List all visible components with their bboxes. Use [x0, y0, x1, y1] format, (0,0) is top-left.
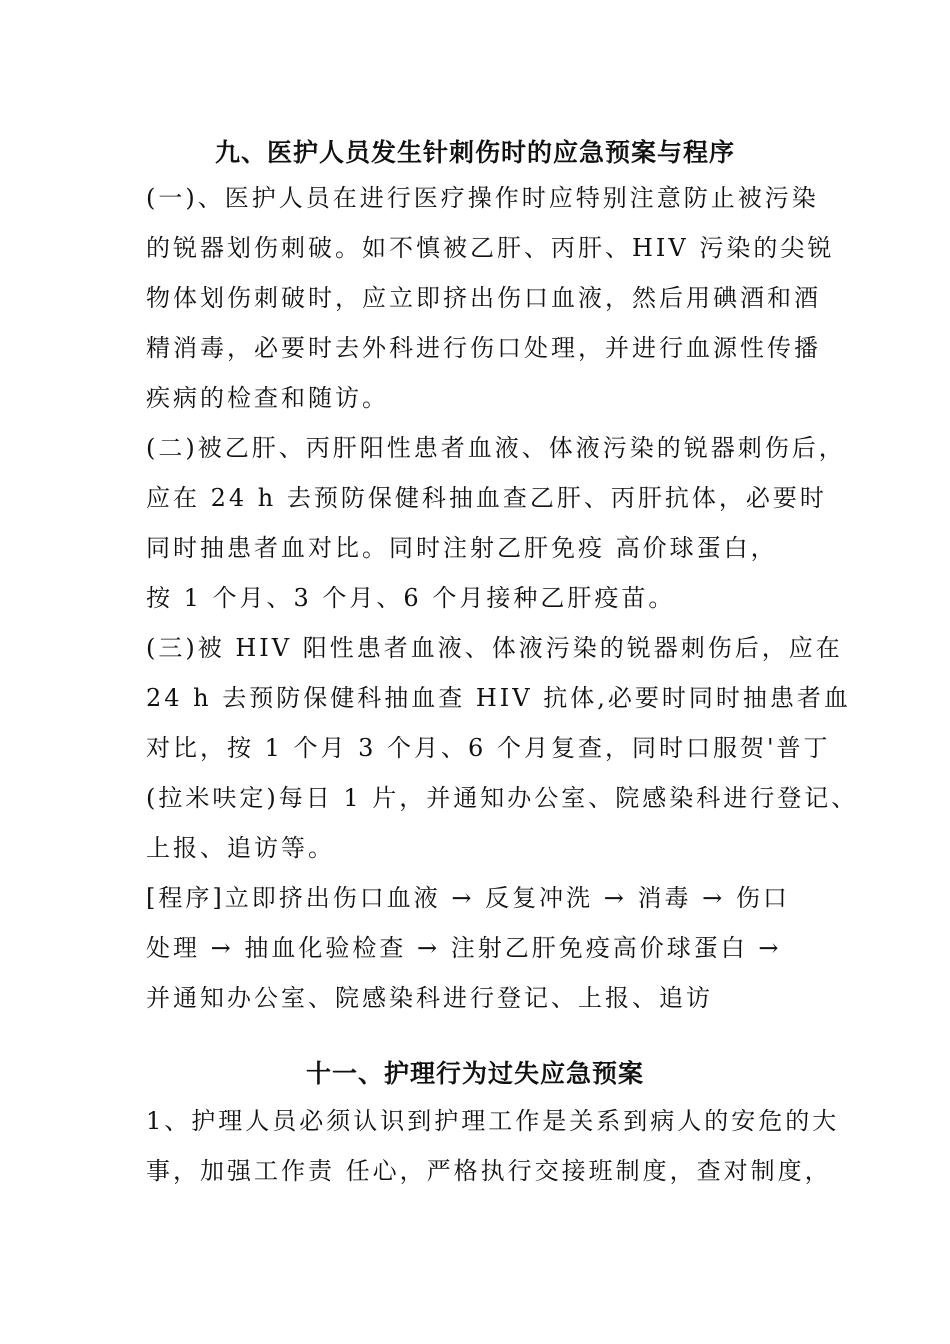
section-11-line-1: 1、护理人员必须认识到护理工作是关系到病人的安危的大	[146, 1107, 840, 1135]
section-9-line-9: 按 1 个月、3 个月、6 个月接种乙肝疫苗。	[146, 584, 676, 612]
section-9-line-14: 上报、追访等。	[146, 834, 335, 862]
section-9-line-13: (拉米呋定)每日 1 片，并通知办公室、院感染科进行登记、	[146, 784, 859, 812]
section-9-line-7: 应在 24 h 去预防保健科抽血查乙肝、丙肝抗体，必要时	[146, 484, 827, 512]
section-9-line-5: 疾病的检查和随访。	[146, 384, 389, 412]
section-9-line-6: (二)被乙肝、丙肝阳性患者血液、体液污染的锐器刺伤后，	[146, 434, 846, 462]
procedure-line-3: 并通知办公室、院感染科进行登记、上报、追访	[146, 984, 713, 1012]
procedure-line-2: 处理 → 抽血化验检查 → 注射乙肝免疫高价球蛋白 →	[146, 934, 782, 962]
section-9-line-8: 同时抽患者血对比。同时注射乙肝免疫 高价球蛋白，	[146, 534, 778, 562]
section-9-line-11: 24 h 去预防保健科抽血查 HIV 抗体,必要时同时抽患者血	[146, 684, 851, 712]
section-9-line-12: 对比，按 1 个月 3 个月、6 个月复查，同时口服贺'普丁	[146, 734, 831, 762]
section-11-line-2: 事，加强工作责 任心，严格执行交接班制度，查对制度，	[146, 1157, 832, 1185]
section-9-line-3: 物体划伤刺破时，应立即挤出伤口血液，然后用碘酒和酒	[146, 284, 821, 312]
section-9-line-10: (三)被 HIV 阳性患者血液、体液污染的锐器刺伤后，应在	[146, 634, 843, 662]
section-9-line-2: 的锐器划伤刺破。如不慎被乙肝、丙肝、HIV 污染的尖锐	[146, 234, 835, 262]
section-9-line-1: (一)、医护人员在进行医疗操作时应特别注意防止被污染	[146, 184, 819, 212]
procedure-line-1: [程序]立即挤出伤口血液 → 反复冲洗 → 消毒 → 伤口	[146, 884, 790, 912]
section-9-title: 九、医护人员发生针刺伤时的应急预案与程序	[214, 138, 735, 167]
section-9-line-4: 精消毒，必要时去外科进行伤口处理，并进行血源性传播	[146, 334, 821, 362]
section-11-title: 十一、护理行为过失应急预案	[305, 1059, 644, 1088]
